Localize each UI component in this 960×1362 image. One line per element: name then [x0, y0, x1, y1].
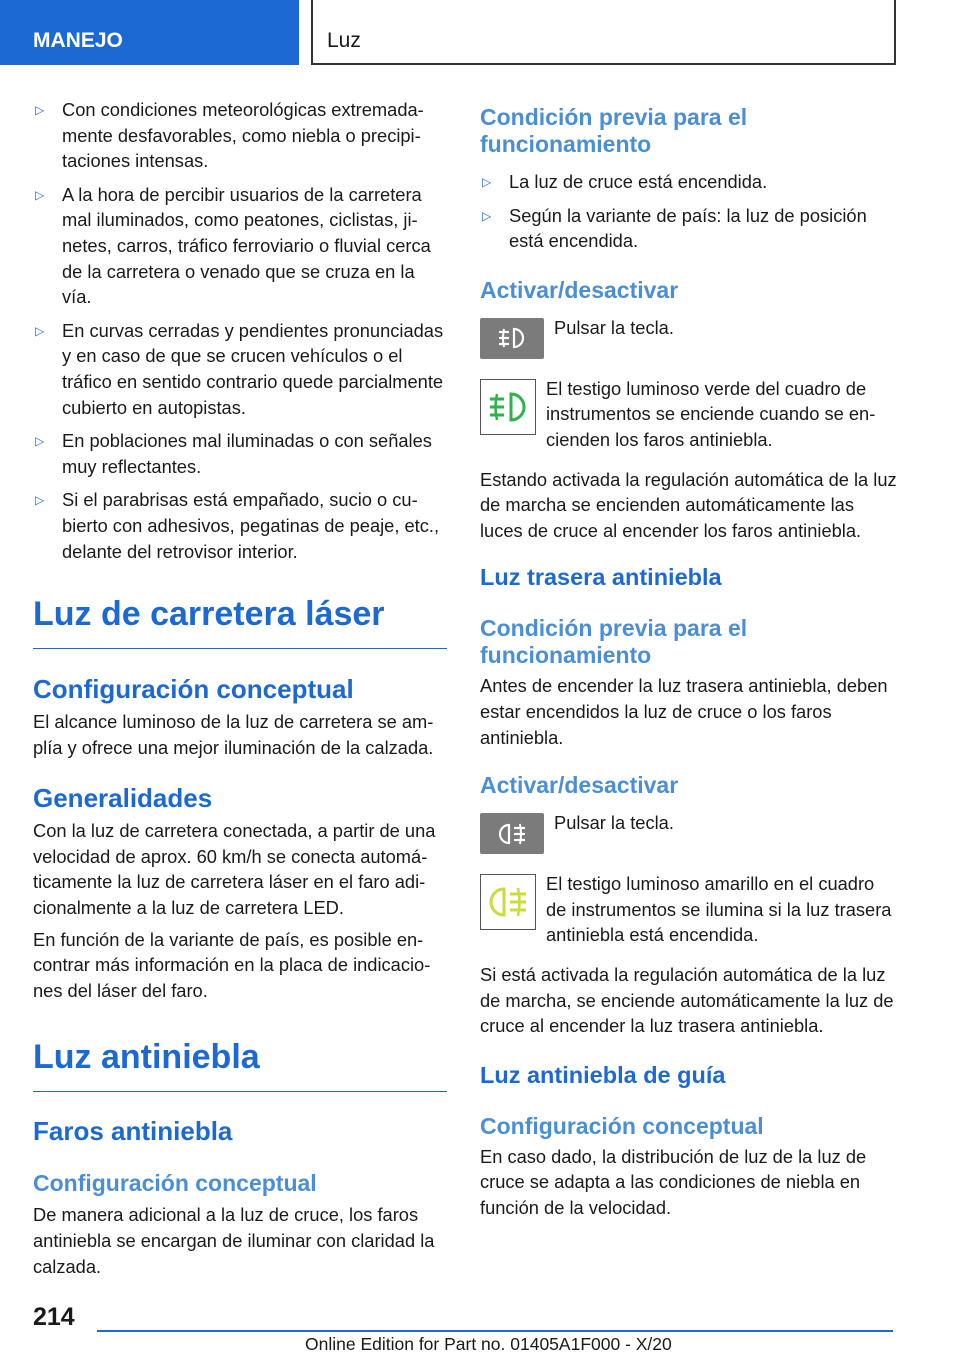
list-item: ▷ Si el parabrisas está empañado, sucio o cubierto con adhesivos, pegatinas de peaje, etc., delante del retrovisor interior.: [35, 489, 440, 562]
laser-concept-text: El alcance luminoso de la luz de carretera se amplía y ofrece una mejor iluminación de la calzada.: [33, 711, 434, 758]
guide-fog-title: Luz antiniebla de guía: [480, 1061, 726, 1088]
rear-activate-title: Activar/desactivar: [480, 772, 679, 799]
triangle-bullet-icon: ▷: [35, 434, 45, 449]
rear-precondition-text: Antes de encender la luz trasera antiniebla, deben estar encendidos la luz de cruce o los faros antiniebla.: [480, 675, 888, 748]
guide-concept-text: En caso dado, la distribución de luz de la luz de cruce se adapta a las condiciones de niebla en función de la velocidad.: [480, 1145, 867, 1218]
rear-fog-key-row: [480, 813, 898, 854]
rear-precondition-title: Condición previa para el funcionamiento: [480, 615, 748, 669]
footer-divider: [97, 1330, 893, 1332]
laser-concept-title: Configuración conceptual: [33, 674, 354, 705]
triangle-bullet-icon: ▷: [482, 175, 492, 189]
laser-section-title: Luz de carretera láser: [33, 594, 447, 649]
front-indicator-text: El testigo luminoso verde del cuadro de instrumentos se enciende cuando se encienden los faros antiniebla.: [546, 377, 876, 450]
list-item: ▷ A la hora de percibir usuarios de la carretera mal iluminados, como peatones, ciclistas, jinetes, carros, tráfico ferroviario o fluvial cerca de la carretera o venado que se cruza en la vía.: [35, 183, 431, 308]
front-fog-key-row: [480, 318, 898, 359]
rear-press-key-text: Pulsar la tecla.: [554, 812, 674, 834]
front-fog-concept-title: Configuración conceptual: [33, 1170, 317, 1197]
triangle-bullet-icon: ▷: [35, 323, 45, 338]
list-item: ▷ Según la variante de país: la luz de posición está encendida.: [482, 204, 867, 252]
right-column: [480, 104, 898, 1220]
footer-edition: Online Edition for Part no. 01405A1F000 - X/20: [305, 1334, 672, 1354]
general-paragraph-1: Con la luz de carretera conectada, a partir de una velocidad de aprox. 60 km/h se conecta automáticamente la luz de carretera láser en el faro adicionalmente a la luz de carretera LED.: [33, 820, 436, 919]
list-item: ▷ En poblaciones mal iluminadas o con señales muy reflectantes.: [35, 430, 432, 477]
left-column: [33, 97, 447, 1279]
rear-fog-title: Luz trasera antiniebla: [480, 564, 722, 591]
conditions-list: [33, 97, 447, 564]
front-fog-title: Faros antiniebla: [33, 1116, 233, 1147]
front-fog-concept-text: De manera adicional a la luz de cruce, los faros antiniebla se encargan de iluminar con claridad la calzada.: [33, 1204, 435, 1277]
list-item: ▷ La luz de cruce está encendida.: [480, 169, 898, 195]
triangle-bullet-icon: ▷: [482, 208, 492, 223]
triangle-bullet-icon: ▷: [35, 493, 45, 508]
rear-auto-text: Si está activada la regulación automática de la luz de marcha, se enciende automáticamente la luz de cruce al encender la luz trasera antiniebla.: [480, 963, 894, 1037]
guide-concept-title: Configuración conceptual: [480, 1112, 764, 1139]
chapter-title: Luz: [311, 0, 896, 65]
front-press-key-text: Pulsar la tecla.: [554, 316, 674, 338]
general-title: Generalidades: [33, 783, 213, 814]
front-auto-text: Estando activada la regulación automática de la luz de marcha se encienden automáticamente las luces de cruce al encender los faros antiniebla.: [480, 468, 897, 541]
fog-section-title: Luz antiniebla: [33, 1037, 447, 1092]
precondition-title: Condición previa para el funcionamiento: [480, 104, 748, 157]
rear-indicator-text: El testigo luminoso amarillo en el cuadro de instrumentos se ilumina si la luz trasera antiniebla está encendida.: [546, 873, 892, 946]
general-paragraph-2: En función de la variante de país, es posible encontrar más información en la placa de indicaciones del láser del faro.: [33, 928, 431, 1001]
list-item: ▷ Con condiciones meteorológicas extremadamente desfavorables, como niebla o precipitaciones intensas.: [35, 99, 424, 172]
rear-fog-indicator-icon: [480, 874, 536, 930]
front-fog-indicator-icon: [480, 379, 536, 435]
triangle-bullet-icon: ▷: [35, 103, 45, 117]
front-fog-indicator-row: [480, 379, 898, 453]
activate-title: Activar/desactivar: [480, 276, 679, 303]
triangle-bullet-icon: ▷: [35, 187, 45, 202]
rear-fog-indicator-row: [480, 874, 898, 948]
page-number: 214: [33, 1303, 75, 1331]
rear-fog-key-icon: [480, 813, 544, 854]
list-item: ▷ En curvas cerradas y pendientes pronunciadas y en caso de que se crucen vehículos o el tráfico en sentido contrario quede parcialmente cubierto en autopistas.: [35, 319, 444, 418]
precondition-list: [480, 169, 898, 254]
front-fog-key-icon: [480, 318, 544, 359]
section-tab: MANEJO: [0, 0, 299, 65]
